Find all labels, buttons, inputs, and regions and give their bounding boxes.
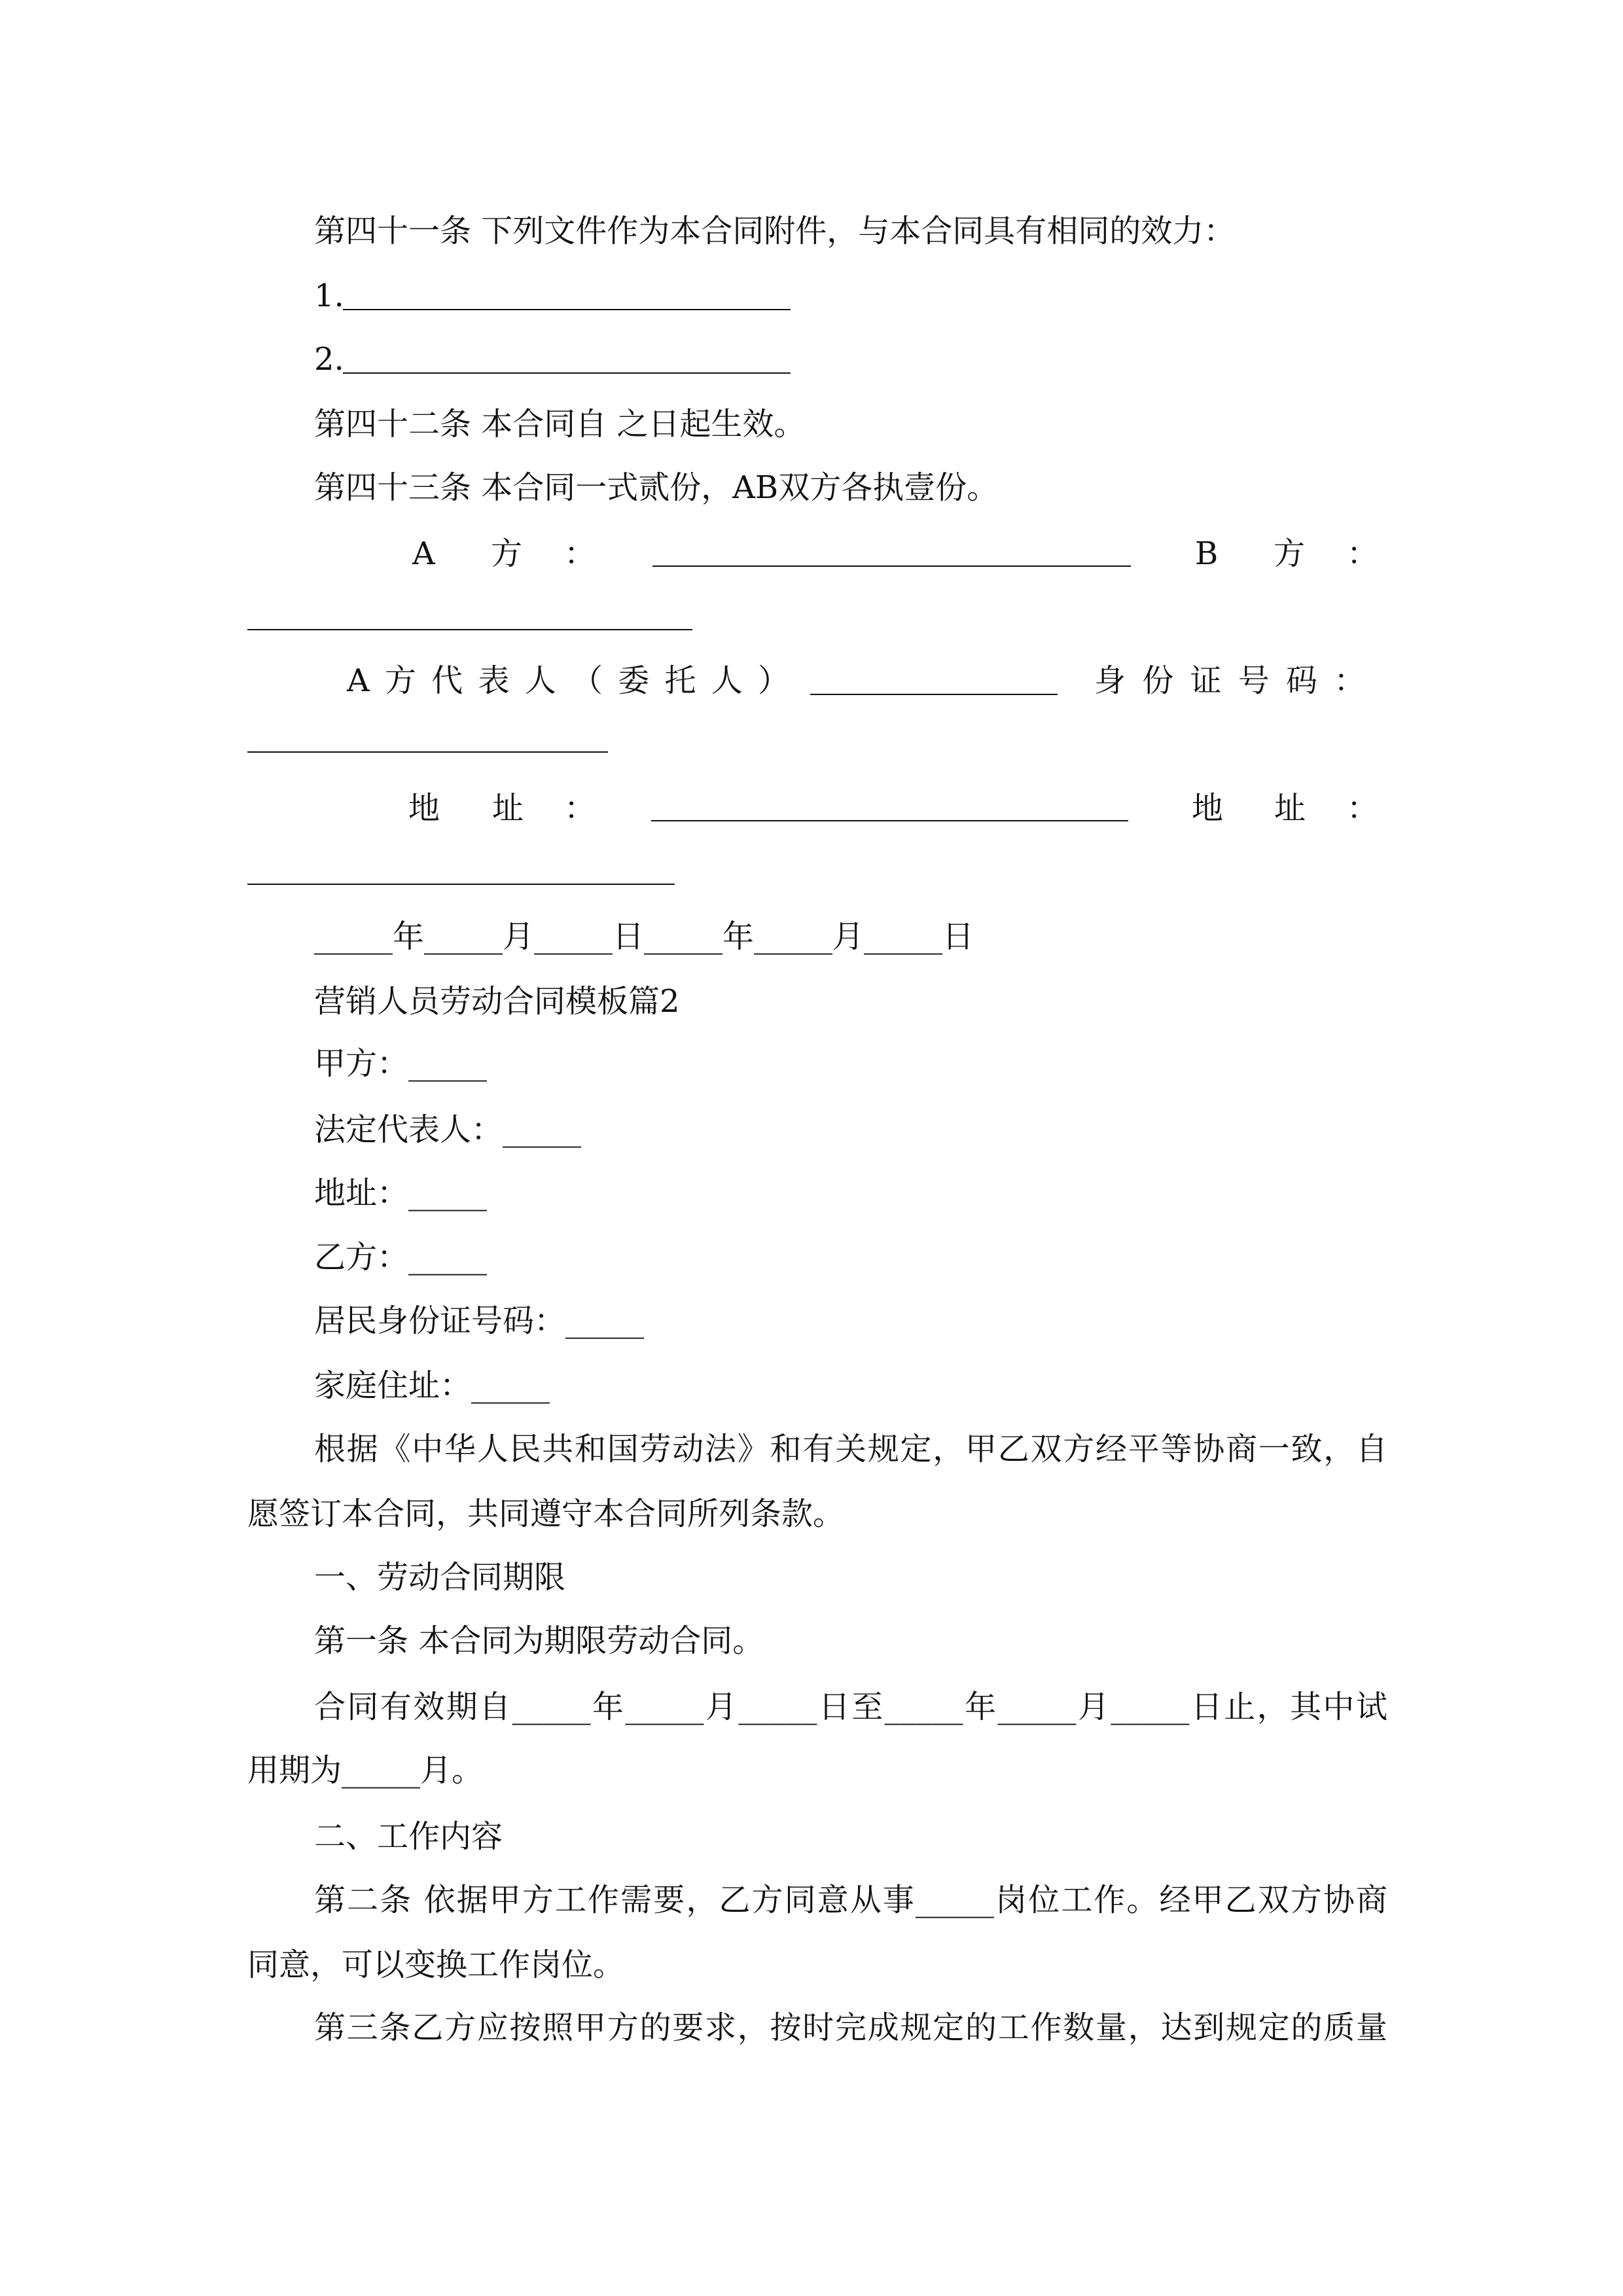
party-b-letter: B	[1195, 535, 1219, 572]
address-b-char1: 地	[1192, 790, 1224, 827]
address-b-char2: 址	[1274, 790, 1306, 827]
party-a-colon: ：	[564, 535, 596, 572]
term-paragraph-line2: 用期为_____月。	[247, 1752, 484, 1789]
article-41: 第四十一条 下列文件作为本合同附件，与本合同具有相同的效力：	[314, 213, 1236, 249]
attachment-item-2-label: 2.	[314, 341, 344, 378]
party-b-field: 乙方：_____	[314, 1239, 488, 1276]
heading-job-content: 二、工作内容	[314, 1818, 503, 1855]
address-b-blank	[247, 884, 675, 885]
article-42: 第四十二条 本合同自 之日起生效。	[314, 406, 806, 442]
address-a-char2: 址	[492, 790, 524, 827]
party-b-colon: ：	[1347, 535, 1379, 572]
article-2-line2: 同意，可以变换工作岗位。	[247, 1946, 625, 1983]
address-a-char1: 地	[408, 790, 440, 827]
attachment-item-1-blank	[343, 309, 791, 310]
party-b-fang: 方	[1274, 535, 1306, 572]
article-3-line1: 第三条乙方应按照甲方的要求，按时完成规定的工作数量，达到规定的质量	[314, 2009, 1387, 2046]
term-paragraph-line1: 合同有效期自_____年_____月_____日至_____年_____月_____日止，其中试	[314, 1689, 1387, 1725]
home-address-field: 家庭住址：_____	[314, 1367, 550, 1404]
heading-contract-term: 一、劳动合同期限	[314, 1559, 566, 1596]
party-a-representative-label: A 方 代 表 人 （ 委 托 人 ）	[347, 662, 789, 699]
party-a-letter: A	[412, 535, 435, 572]
sign-dates: _____年_____月_____日_____年_____月_____日	[314, 918, 974, 955]
article-1: 第一条 本合同为期限劳动合同。	[314, 1623, 764, 1659]
address-a-colon: ：	[564, 790, 596, 827]
address-b-colon: ：	[1347, 790, 1379, 827]
attachment-item-1-label: 1.	[314, 278, 344, 314]
legal-representative-field: 法定代表人：_____	[314, 1111, 582, 1148]
party-a-field: 甲方：_____	[314, 1045, 488, 1082]
party-b-blank	[247, 629, 692, 630]
id-number-blank	[247, 751, 608, 753]
intro-paragraph-line2: 愿签订本合同，共同遵守本合同所列条款。	[247, 1496, 845, 1532]
article-2-line1: 第二条 依据甲方工作需要，乙方同意从事_____岗位工作。经甲乙双方协商	[314, 1882, 1387, 1918]
party-a-blank	[652, 565, 1131, 567]
attachment-item-2-blank	[343, 372, 791, 374]
address-field: 地址：_____	[314, 1175, 488, 1211]
address-a-blank	[651, 820, 1128, 821]
article-43: 第四十三条 本合同一式贰份，AB双方各执壹份。	[314, 469, 999, 506]
party-a-representative-blank	[810, 694, 1058, 695]
id-number-label: 身 份 证 号 码 ：	[1094, 662, 1366, 699]
intro-paragraph-line1: 根据《中华人民共和国劳动法》和有关规定，甲乙双方经平等协商一致，自	[314, 1431, 1387, 1467]
resident-id-field: 居民身份证号码：_____	[314, 1302, 645, 1339]
section-title: 营销人员劳动合同模板篇2	[314, 983, 680, 1020]
party-a-fang: 方	[491, 535, 523, 572]
